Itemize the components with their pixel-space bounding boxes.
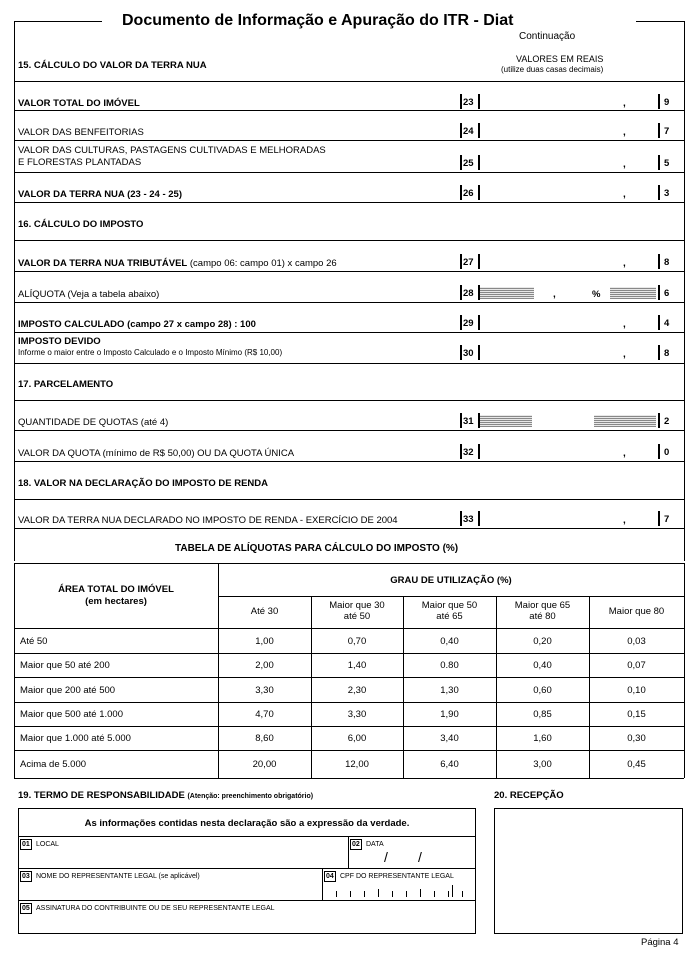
area-header-line1: ÁREA TOTAL DO IMÓVEL <box>58 584 174 595</box>
field-02-label: DATA <box>366 841 384 848</box>
truth-statement: As informações contidas nesta declaração são a expressão da verdade. <box>84 818 410 829</box>
field-32-number: 32 <box>463 447 474 458</box>
field-04-label: CPF DO REPRESENTANTE LEGAL <box>340 873 454 880</box>
ir-declared-label: VALOR DA TERRA NUA DECLARADO NO IMPOSTO DE RENDA - EXERCÍCIO DE 2004 <box>18 515 398 526</box>
field-30-check: 8 <box>664 348 670 359</box>
quota-value-label: VALOR DA QUOTA (mínimo de R$ 50,00) OU DA QUOTA ÚNICA <box>18 448 295 459</box>
rate-cell: 6,40 <box>440 759 459 770</box>
field-33-number: 33 <box>463 514 474 525</box>
field-26-check: 3 <box>664 188 670 199</box>
section-15-title: 15. CÁLCULO DO VALOR DA TERRA NUA <box>18 60 207 71</box>
field-03-label: NOME DO REPRESENTANTE LEGAL (se aplicável) <box>36 873 200 880</box>
rate-cell: 0,45 <box>627 759 646 770</box>
field-05-label: ASSINATURA DO CONTRIBUINTE OU DE SEU REPRESENTANTE LEGAL <box>36 905 275 912</box>
section-16-title: 16. CÁLCULO DO IMPOSTO <box>18 219 144 230</box>
field-25-check: 5 <box>664 158 670 169</box>
column-header: Maior que 80 <box>608 606 665 617</box>
rate-cell: 8,60 <box>255 733 274 744</box>
field-25-number: 25 <box>463 158 474 169</box>
rate-cell: 0,60 <box>533 685 552 696</box>
field-05-number: 05 <box>22 905 30 912</box>
calculated-tax-label: IMPOSTO CALCULADO (campo 27 x campo 28) : 100 <box>18 319 256 330</box>
bare-land-label: VALOR DA TERRA NUA (23 - 24 - 25) <box>18 189 182 200</box>
area-range-cell: Acima de 5.000 <box>20 759 87 770</box>
rate-cell: 0,40 <box>440 636 459 647</box>
column-header: Maior que 65 até 80 <box>514 600 571 622</box>
field-31-check: 2 <box>664 416 670 427</box>
percent-sign: % <box>592 289 601 300</box>
area-header-line2: (em hectares) <box>85 596 147 607</box>
section-17-title: 17. PARCELAMENTO <box>18 379 114 390</box>
field-23-number: 23 <box>463 97 474 108</box>
date-separator: / <box>418 849 422 865</box>
area-range-cell: Maior que 500 até 1.000 <box>20 709 123 720</box>
rate-cell: 0,20 <box>533 636 552 647</box>
rate-cell: 0,85 <box>533 709 552 720</box>
rate-cell: 0,15 <box>627 709 646 720</box>
reception-box <box>494 808 683 934</box>
field-33-check: 7 <box>664 514 670 525</box>
rate-cell: 3,00 <box>533 759 552 770</box>
field-31-hatch-right <box>594 415 656 427</box>
page-title: Documento de Informação e Apuração do ITR - Diat <box>122 12 514 29</box>
rate-cell: 20,00 <box>252 759 277 770</box>
rate-cell: 2,00 <box>255 660 274 671</box>
quotas-label: QUANTIDADE DE QUOTAS (até 4) <box>18 417 169 428</box>
field-24-number: 24 <box>463 126 474 137</box>
rate-cell: 6,00 <box>347 733 367 744</box>
field-28-hatch-left <box>480 287 534 299</box>
field-27-check: 8 <box>664 257 670 268</box>
area-range-cell: Maior que 1.000 até 5.000 <box>20 733 131 744</box>
rate-cell: 1,30 <box>440 685 459 696</box>
rate-cell: 1,40 <box>347 660 367 671</box>
field-01-label: LOCAL <box>36 841 59 848</box>
rate-cell: 0,70 <box>347 636 367 647</box>
field-02-number: 02 <box>352 841 360 848</box>
section-20-title: 20. RECEPÇÃO <box>494 790 564 801</box>
rate-cell: 0,40 <box>533 660 552 671</box>
rate-cell: 2,30 <box>347 685 367 696</box>
rate-table-title: TABELA DE ALÍQUOTAS PARA CÁLCULO DO IMPOSTO (%) <box>175 543 459 554</box>
column-header: Até 30 <box>250 606 279 617</box>
field-26-number: 26 <box>463 188 474 199</box>
due-tax-sublabel: Informe o maior entre o Imposto Calculado e o Imposto Mínimo (R$ 10,00) <box>18 348 283 357</box>
field-03-number: 03 <box>22 873 30 880</box>
field-24-check: 7 <box>664 126 670 137</box>
rate-cell: 1,00 <box>255 636 274 647</box>
field-29-number: 29 <box>463 318 474 329</box>
area-range-cell: Maior que 200 até 500 <box>20 685 116 696</box>
rate-cell: 4,70 <box>255 709 274 720</box>
field-31-hatch-left <box>480 415 532 427</box>
values-header: VALORES EM REAIS <box>516 54 604 64</box>
section-19-title: 19. TERMO DE RESPONSABILIDADE (Atenção: preenchimento obrigatório) <box>18 790 314 801</box>
field-32-check: 0 <box>664 447 670 458</box>
field-27-number: 27 <box>463 257 474 268</box>
rate-cell: 1,90 <box>440 709 459 720</box>
field-29-check: 4 <box>664 318 670 329</box>
total-value-label: VALOR TOTAL DO IMÓVEL <box>18 98 140 109</box>
area-range-cell: Maior que 50 até 200 <box>20 660 110 671</box>
area-range-cell: Até 50 <box>20 636 48 647</box>
field-31-number: 31 <box>463 416 474 427</box>
improvements-label: VALOR DAS BENFEITORIAS <box>18 127 144 138</box>
grau-header: GRAU DE UTILIZAÇÃO (%) <box>390 575 512 586</box>
rate-cell: 3,30 <box>347 709 367 720</box>
section-18-title: 18. VALOR NA DECLARAÇÃO DO IMPOSTO DE RENDA <box>18 478 269 489</box>
field-28-hatch-right <box>610 287 656 299</box>
column-header: Maior que 30 até 50 <box>329 600 385 622</box>
field-04-number: 04 <box>326 873 334 880</box>
crops-label-line1: VALOR DAS CULTURAS, PASTAGENS CULTIVADAS E MELHORADAS <box>18 145 326 156</box>
rate-cell: 0.80 <box>440 660 459 671</box>
rate-cell: 0,10 <box>627 685 646 696</box>
rate-cell: 0,03 <box>627 636 646 647</box>
field-28-check: 6 <box>664 288 670 299</box>
values-subheader: (utilize duas casas decimais) <box>501 65 604 74</box>
rate-cell: 1,60 <box>533 733 552 744</box>
field-01-number: 01 <box>22 841 30 848</box>
taxable-value-label: VALOR DA TERRA NUA TRIBUTÁVEL (campo 06: campo 01) x campo 26 <box>18 258 337 269</box>
field-23-check: 9 <box>664 97 670 108</box>
crops-label-line2: E FLORESTAS PLANTADAS <box>18 157 142 168</box>
rate-cell: 12,00 <box>345 759 369 770</box>
field-30-number: 30 <box>463 348 474 359</box>
due-tax-label: IMPOSTO DEVIDO <box>18 336 101 347</box>
rate-cell: 0,30 <box>627 733 646 744</box>
field-28-number: 28 <box>463 288 474 299</box>
rate-cell: 0,07 <box>627 660 646 671</box>
rate-cell: 3,40 <box>440 733 459 744</box>
rate-cell: 3,30 <box>255 685 274 696</box>
date-separator: / <box>384 849 388 865</box>
page-number: Página 4 <box>641 937 679 948</box>
rate-label: ALÍQUOTA (Veja a tabela abaixo) <box>18 289 160 300</box>
column-header: Maior que 50 até 65 <box>421 600 478 622</box>
continuation-label: Continuação <box>519 31 576 42</box>
